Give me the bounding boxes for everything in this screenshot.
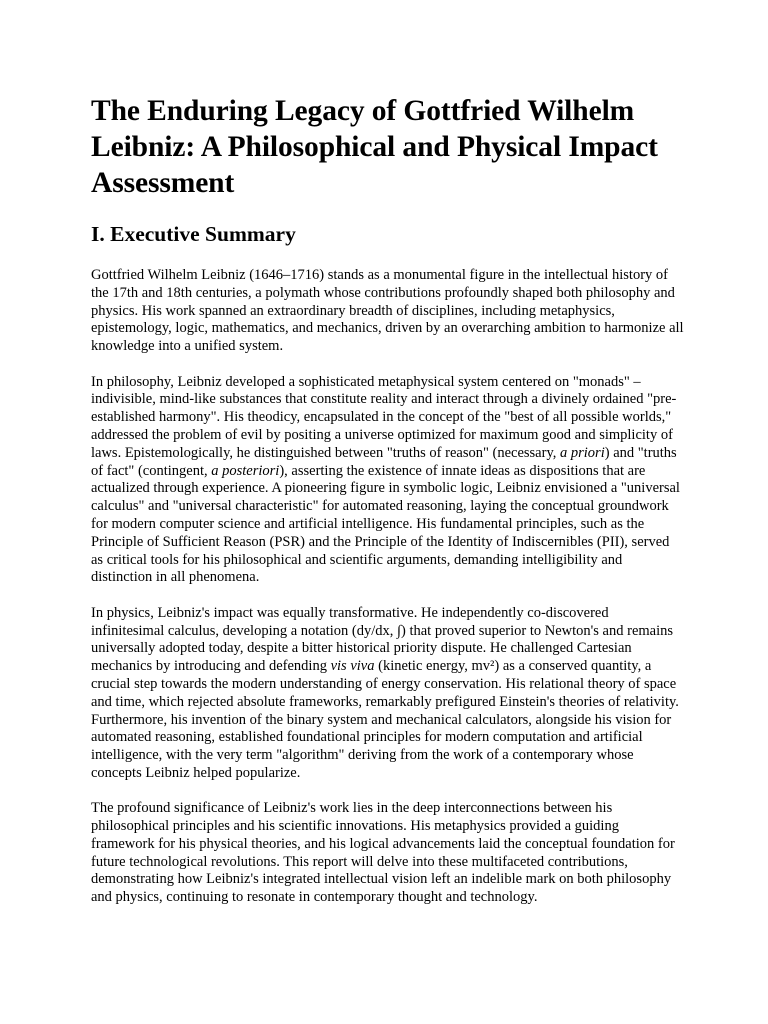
- document-title: The Enduring Legacy of Gottfried Wilhelm Leibniz: A Philosophical and Physical Impact Assessment: [91, 95, 658, 199]
- paragraph-2-text-c: ), asserting the existence of innate ideas as dispositions that are actualized through experience. A pioneering figure in symbolic logic, Leibniz envisioned a "universal calculus" and "universal characteristic" for automated reasoning, laying the conceptual groundwork for modern computer science and artificial intelligence. His fundamental principles, such as the Principle of Sufficient Reason (PSR) and the Principle of the Identity of Indiscernibles (PII), served as critical tools for his philosophical and scientific arguments, demanding intelligibility and distinction in all phenomena.: [91, 462, 680, 586]
- paragraph-4: The profound significance of Leibniz's work lies in the deep interconnections between his philosophical principles and his scientific innovations. His metaphysics provided a guiding framework for his physical theories, and his logical advancements laid the conceptual foundation for future technological revolutions. This report will delve into these multifaceted contributions, demonstrating how Leibniz's integrated intellectual vision left an indelible mark on both philosophy and physics, continuing to resonate in contemporary thought and technology.: [91, 800, 675, 906]
- paragraph-3-text-a: In physics, Leibniz's impact was equally transformative. He independently co-discovered infinitesimal calculus, developing a notation (dy/dx, ∫) that proved superior to Newton's and remains universally adopted today, despite a bitter historical priority dispute. He challenged Cartesian mechanics by introducing and defending: [91, 604, 674, 675]
- paragraph-1: Gottfried Wilhelm Leibniz (1646–1716) stands as a monumental figure in the intellectual history of the 17th and 18th centuries, a polymath whose contributions profoundly shaped both philosophy and physics. His work spanned an extraordinary breadth of disciplines, including metaphysics, epistemology, logic, mathematics, and mechanics, driven by an overarching ambition to harmonize all knowledge into a unified system.: [91, 267, 684, 355]
- paragraph-3: [91, 605, 684, 783]
- paragraph-2: [91, 374, 684, 588]
- paragraph-2-text-b: ) and "truths of fact" (contingent,: [91, 444, 677, 479]
- document-body: [91, 267, 684, 907]
- paragraph-3-text-b: (kinetic energy, mv²) as a conserved quantity, a crucial step towards the modern understanding of energy conservation. His relational theory of space and time, which rejected absolute frameworks, remarkably prefigured Einstein's theories of relativity. Furthermore, his invention of the binary system and mechanical calculators, alongside his vision for automated reasoning, established foundational principles for modern computation and artificial intelligence, with the very term "algorithm" deriving from the work of a contemporary whose concepts Leibniz helped popularize.: [91, 658, 679, 781]
- paragraph-3-emphasis-vis-viva: vis viva: [330, 658, 375, 675]
- section-heading: I. Executive Summary: [91, 222, 296, 246]
- paragraph-2-emphasis-a-posteriori: a posteriori: [211, 462, 280, 479]
- paragraph-2-text-a: In philosophy, Leibniz developed a sophisticated metaphysical system centered on "monads" – indivisible, mind-like substances that constitute reality and interact through a divinely ordained "pre-established harmony". His theodicy, encapsulated in the concept of the "best of all possible worlds," addressed the problem of evil by positing a universe optimized for maximum good and simplicity of laws. Epistemologically, he distinguished between "truths of reason" (necessary,: [91, 373, 677, 461]
- paragraph-2-emphasis-a-priori: a priori: [560, 444, 605, 461]
